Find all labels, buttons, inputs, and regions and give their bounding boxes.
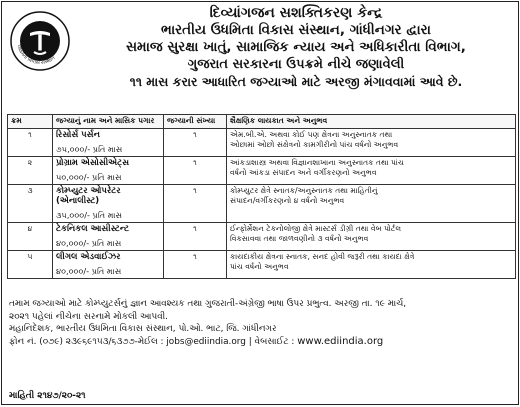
row-count: ૧ (164, 157, 227, 185)
post-name: પ્રોગ્રામ એસોસીએટ્સ (56, 158, 129, 168)
post-salary: ૫૦,૦૦૦/- પ્રતિ માસ (56, 172, 122, 182)
logo-ring-text: ઉદ્યમિતા વિકાસ સંસ્થાન (15, 44, 57, 67)
row-qualification (227, 223, 516, 251)
row-post (53, 185, 164, 223)
table-row (8, 129, 516, 157)
post-salary: ૪૦,૦૦૦/- પ્રતિ માસ (56, 238, 122, 248)
row-no: ૨ (8, 157, 53, 185)
post-subtitle: (એનાલીસ્ટ) (56, 196, 100, 206)
row-post (53, 157, 164, 185)
qualification-line: ઓછામાં ઓછો સંક્ષેત્રનો કામગીરીનો પાંચ વર્ષનો અનુભવ (230, 140, 399, 149)
header-line-1: દિવ્યાંગજન સશક્તિકરણ કેન્દ્ર (209, 5, 383, 21)
row-qualification (227, 251, 516, 279)
advertisement (1, 1, 519, 405)
row-count: ૧ (164, 223, 227, 251)
row-qualification (227, 129, 516, 157)
notice-footer (9, 298, 514, 348)
table-header-row (8, 115, 516, 129)
qualification-line: એમ.બી.એ. અથવા કોઈ પણ ક્ષેત્રના અનુસ્નાતક તથા (230, 130, 393, 139)
row-qualification (227, 185, 516, 223)
post-name: રિસોર્સ પર્સન (56, 130, 100, 140)
footer-contact (9, 336, 514, 349)
row-count: ૧ (164, 251, 227, 279)
row-post (53, 251, 164, 279)
email-link[interactable]: jobs@ediindia.org (166, 336, 246, 347)
qualification-line: કાયદાકીય ક્ષેત્રના સ્નાતક, સનદ હોવી જરૂરી તથા કાયદા ક્ષેત્રે (230, 252, 415, 261)
table-row (8, 223, 516, 251)
qualification-line: સંપાદન/વર્ગીકરણનો ૪ વર્ષનો અનુભવ (230, 196, 345, 205)
post-salary: ૪૦,૦૦૦/- પ્રતિ માસ (56, 266, 122, 276)
header-line-4: ગુજરાત સરકારના ઉપક્રમે નીચે જણાવેલી (187, 57, 405, 72)
row-no: ૪ (8, 223, 53, 251)
ediindia-logo-icon (9, 10, 71, 72)
row-qualification (227, 157, 516, 185)
notice-header (76, 5, 516, 90)
table-row (8, 185, 516, 223)
footer-line-2: ૨૦૨૧ પહેલાં નીચેના સરનામે મોકલી આપવી. (9, 311, 168, 322)
header-line-5: ૧૧ માસ કરાર આધારિત જગ્યાઓ માટે અરજી મંગાવવામાં આવે છે. (129, 74, 463, 89)
header-line-2: ભારતીય ઉધમિતા વિકાસ સંસ્થાન, ગાંધીનગર દ્વારા (161, 22, 431, 38)
post-salary: ૭૫,૦૦૦/- પ્રતિ માસ (56, 144, 123, 154)
footer-address: મહાનિદેશક, ભારતીય ઉધમિતા વિકાસ સંસ્થાન, પો.ઓ. ભાટ, જિ. ગાંધીનગર (9, 324, 277, 334)
row-no: ૩ (8, 185, 53, 223)
footer-phone: ફોન નં. (૦૭૯) ૨૩૯૬૯૧૫૩/૬૩૭૭-મેઈલ : (9, 336, 167, 347)
website-link[interactable]: www.ediindia.org (297, 335, 384, 347)
qualification-line: કોમ્પ્યુટર ક્ષેત્રે સ્નાતક/અનુસ્નાતક તથા માહિતીનું (230, 186, 378, 195)
post-name: ટેકનિકલ આસીસ્ટન્ટ (56, 224, 130, 234)
header-count: જગ્યાની સંખ્યા (164, 115, 227, 129)
row-post (53, 129, 164, 157)
row-count: ૧ (164, 129, 227, 157)
row-count: ૧ (164, 185, 227, 223)
table-row (8, 157, 516, 185)
qualification-line: ઈન્ફોર્મેશન ટેકનોલોજી ક્ષેત્રે માસ્ટર્સ ડીગ્રી તથા વેબ પોર્ટલ (230, 224, 402, 233)
post-salary: ૩૫,૦૦૦/- પ્રતિ માસ (56, 210, 123, 220)
website-label: | વેબસાઈટ : (245, 336, 298, 347)
info-code: માહિતી ૨૧૪૭/૨૦-૨૧ (9, 391, 86, 401)
header-post: જગ્યાનું નામ અને માસિક પગાર (53, 115, 164, 129)
post-name: કોમ્પ્યુટર ઓપરેટર (56, 186, 121, 196)
qualification-line: વર્ષનો આંકડા સંપાદન અને વર્ગીકરણનો અનુભવ (230, 168, 377, 177)
posts-table (7, 114, 516, 279)
row-post (53, 223, 164, 251)
header-line-3: સમાજ સુરક્ષા ખાતું, સામાજિક ન્યાય અને અધિકારીતા વિભાગ, (126, 39, 466, 55)
qualification-line: આંકડાશાસ્ત્ર અથવા વિજ્ઞાનશાખાના અનુસ્નાતક તથા પાંચ (230, 158, 404, 167)
row-no: ૧ (8, 129, 53, 157)
footer-line-1: તમામ જગ્યાઓ માટે કોમ્પ્યુટર્સનું જ્ઞાન આવશ્યક તથા ગુજરાતી-અંગ્રેજી ભાષા ઉપર પ્રભુત્વ. અરજી તા. ૧૯ માર્ચ, (9, 299, 407, 309)
header-qualification: શૈક્ષણિક લાયકાત અને અનુભવ (227, 115, 516, 129)
table-row (8, 251, 516, 279)
header-no: ક્રમ (8, 115, 53, 129)
qualification-line: પાંચ વર્ષનો અનુભવ (230, 262, 289, 271)
post-name: લીગલ એડવાઈઝર (56, 252, 121, 262)
qualification-line: વિકસાવવા તથા જાળવણીનો ૩ વર્ષનો અનુભવ (230, 234, 369, 243)
row-no: ૫ (8, 251, 53, 279)
